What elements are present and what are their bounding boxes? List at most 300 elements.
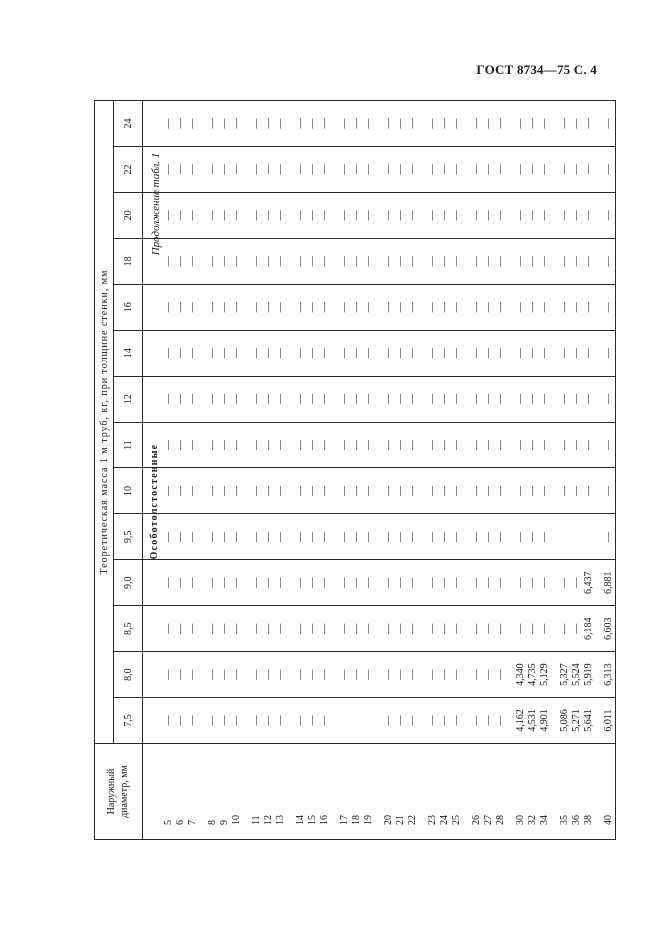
- list-item: —: [539, 348, 550, 359]
- list-item: —: [339, 440, 350, 451]
- list-item: —: [571, 440, 582, 451]
- list-item: —: [307, 669, 318, 680]
- list-item: —: [527, 256, 538, 267]
- list-item: —: [395, 394, 406, 405]
- list-item: —: [439, 118, 450, 129]
- list-item: —: [363, 531, 374, 542]
- list-item: —: [219, 577, 230, 588]
- list-item: —: [395, 531, 406, 542]
- list-item: —: [351, 531, 362, 542]
- list-item: —: [603, 485, 614, 496]
- list-item: 15: [307, 815, 318, 825]
- list-item: 10: [231, 815, 242, 825]
- list-item: 34: [539, 815, 550, 825]
- list-item: —: [351, 164, 362, 175]
- list-item: [363, 698, 375, 743]
- list-item: —: [307, 256, 318, 267]
- list-item: —: [231, 164, 242, 175]
- list-item: —: [307, 715, 318, 726]
- list-item: —: [539, 256, 550, 267]
- list-item: —: [251, 164, 262, 175]
- list-item: —: [471, 118, 482, 129]
- list-item: —: [163, 118, 174, 129]
- list-item: —: [307, 577, 318, 588]
- list-item: —: [319, 394, 330, 405]
- list-item: —: [407, 256, 418, 267]
- thickness-header: 9,0: [114, 560, 143, 606]
- list-item: —: [219, 210, 230, 221]
- list-item: —: [339, 669, 350, 680]
- list-item: —: [351, 577, 362, 588]
- value-list: [163, 423, 615, 468]
- list-item: —: [307, 302, 318, 313]
- list-item: 11: [251, 815, 262, 825]
- list-item: —: [559, 394, 570, 405]
- list-item: —: [363, 440, 374, 451]
- list-item: —: [295, 256, 306, 267]
- list-item: —: [471, 256, 482, 267]
- list-item: —: [495, 210, 506, 221]
- list-item: 23: [427, 815, 438, 825]
- list-item: —: [187, 531, 198, 542]
- list-item: —: [231, 440, 242, 451]
- list-item: —: [231, 485, 242, 496]
- list-item: —: [163, 623, 174, 634]
- value-list: [163, 239, 615, 284]
- list-item: —: [603, 440, 614, 451]
- list-item: —: [483, 531, 494, 542]
- list-item: —: [407, 577, 418, 588]
- list-item: —: [539, 118, 550, 129]
- list-item: [339, 698, 351, 743]
- list-item: —: [175, 348, 186, 359]
- list-item: 5,271: [571, 709, 582, 732]
- thickness-header: 22: [114, 147, 143, 193]
- list-item: —: [275, 440, 286, 451]
- list-item: —: [319, 348, 330, 359]
- thickness-header: 12: [114, 376, 143, 422]
- list-item: —: [319, 210, 330, 221]
- value-list: [163, 698, 615, 743]
- list-item: —: [339, 210, 350, 221]
- list-item: —: [439, 302, 450, 313]
- list-item: —: [427, 440, 438, 451]
- list-item: —: [251, 623, 262, 634]
- list-item: —: [275, 348, 286, 359]
- list-item: —: [175, 485, 186, 496]
- list-item: —: [275, 623, 286, 634]
- thickness-header: 7,5: [114, 698, 143, 744]
- value-column-3: [143, 560, 616, 606]
- list-item: —: [187, 669, 198, 680]
- list-item: —: [251, 669, 262, 680]
- list-item: 14: [295, 815, 306, 825]
- list-item: 5,129: [539, 663, 550, 686]
- list-item: —: [231, 348, 242, 359]
- list-item: —: [187, 256, 198, 267]
- list-item: —: [251, 118, 262, 129]
- list-item: —: [187, 164, 198, 175]
- list-item: —: [583, 210, 594, 221]
- list-item: —: [407, 118, 418, 129]
- list-item: —: [319, 164, 330, 175]
- list-item: —: [471, 394, 482, 405]
- list-item: —: [231, 623, 242, 634]
- list-item: —: [427, 118, 438, 129]
- list-item: —: [307, 118, 318, 129]
- list-item: 12: [263, 815, 274, 825]
- list-item: 6,881: [603, 571, 614, 595]
- list-item: —: [363, 118, 374, 129]
- list-item: 21: [395, 815, 406, 825]
- list-item: —: [483, 577, 494, 588]
- list-item: —: [483, 623, 494, 634]
- list-item: —: [571, 302, 582, 313]
- list-item: —: [175, 577, 186, 588]
- list-item: —: [527, 164, 538, 175]
- list-item: —: [395, 164, 406, 175]
- list-item: 32: [527, 815, 538, 825]
- list-item: —: [559, 623, 570, 634]
- list-item: —: [163, 164, 174, 175]
- list-item: —: [219, 118, 230, 129]
- list-item: —: [495, 440, 506, 451]
- list-item: —: [275, 164, 286, 175]
- list-item: —: [483, 394, 494, 405]
- list-item: —: [219, 348, 230, 359]
- continuation-label: Продолжение табл. 1: [150, 152, 162, 256]
- thickness-header: 20: [114, 192, 143, 238]
- list-item: —: [307, 210, 318, 221]
- list-item: —: [295, 669, 306, 680]
- list-item: —: [559, 164, 570, 175]
- list-item: —: [515, 302, 526, 313]
- list-item: —: [515, 531, 526, 542]
- list-item: —: [515, 348, 526, 359]
- value-list: [163, 377, 615, 422]
- list-item: —: [263, 485, 274, 496]
- list-item: —: [471, 669, 482, 680]
- list-item: —: [207, 440, 218, 451]
- list-item: —: [219, 715, 230, 726]
- list-item: —: [363, 256, 374, 267]
- thickness-header: 10: [114, 468, 143, 514]
- list-item: —: [539, 623, 550, 634]
- list-item: —: [395, 256, 406, 267]
- list-item: —: [571, 118, 582, 129]
- list-item: —: [219, 623, 230, 634]
- list-item: —: [363, 669, 374, 680]
- list-item: —: [603, 210, 614, 221]
- list-item: —: [339, 118, 350, 129]
- list-item: —: [295, 210, 306, 221]
- section-title: Особотолстостенные: [149, 443, 160, 560]
- list-item: —: [187, 577, 198, 588]
- list-item: —: [175, 623, 186, 634]
- list-item: —: [383, 577, 394, 588]
- value-list: [163, 147, 615, 192]
- list-item: —: [339, 256, 350, 267]
- list-item: —: [471, 210, 482, 221]
- list-item: —: [603, 164, 614, 175]
- list-item: —: [395, 715, 406, 726]
- list-item: —: [175, 164, 186, 175]
- list-item: —: [527, 531, 538, 542]
- list-item: —: [483, 715, 494, 726]
- list-item: —: [451, 302, 462, 313]
- list-item: —: [495, 348, 506, 359]
- list-item: —: [207, 302, 218, 313]
- list-item: 20: [383, 815, 394, 825]
- list-item: —: [207, 256, 218, 267]
- list-item: —: [351, 669, 362, 680]
- list-item: 18: [351, 815, 362, 825]
- list-item: —: [483, 164, 494, 175]
- list-item: —: [295, 577, 306, 588]
- list-item: —: [603, 348, 614, 359]
- list-item: —: [163, 348, 174, 359]
- list-item: —: [451, 485, 462, 496]
- list-item: —: [339, 348, 350, 359]
- list-item: —: [439, 623, 450, 634]
- list-item: —: [175, 531, 186, 542]
- list-item: —: [175, 256, 186, 267]
- list-item: —: [395, 669, 406, 680]
- list-item: —: [307, 623, 318, 634]
- list-item: —: [383, 394, 394, 405]
- list-item: —: [483, 302, 494, 313]
- list-item: —: [559, 577, 570, 588]
- list-item: —: [471, 440, 482, 451]
- list-item: —: [295, 485, 306, 496]
- list-item: —: [439, 210, 450, 221]
- list-item: —: [471, 485, 482, 496]
- list-item: —: [295, 118, 306, 129]
- list-item: —: [395, 348, 406, 359]
- list-item: —: [207, 164, 218, 175]
- list-item: 28: [495, 815, 506, 825]
- value-list: [163, 331, 615, 376]
- list-item: —: [515, 394, 526, 405]
- list-item: —: [163, 440, 174, 451]
- list-item: —: [175, 302, 186, 313]
- list-item: [583, 514, 595, 559]
- list-item: —: [307, 164, 318, 175]
- list-item: —: [427, 577, 438, 588]
- list-item: 6: [175, 820, 186, 825]
- diameter-header-line-2: диаметр, мм: [118, 765, 130, 818]
- list-item: [351, 698, 363, 743]
- thickness-header: 9,5: [114, 514, 143, 560]
- list-item: 6,313: [603, 663, 614, 686]
- list-item: —: [351, 485, 362, 496]
- list-item: —: [231, 577, 242, 588]
- list-item: —: [583, 118, 594, 129]
- list-item: —: [439, 485, 450, 496]
- list-item: —: [251, 348, 262, 359]
- list-item: —: [319, 256, 330, 267]
- list-item: —: [515, 623, 526, 634]
- value-list: [163, 468, 615, 513]
- list-item: —: [383, 669, 394, 680]
- list-item: —: [351, 394, 362, 405]
- list-item: —: [603, 394, 614, 405]
- list-item: —: [471, 348, 482, 359]
- list-item: —: [319, 715, 330, 726]
- list-item: —: [307, 348, 318, 359]
- thickness-header: 24: [114, 101, 143, 147]
- list-item: —: [451, 623, 462, 634]
- value-column-13: [143, 101, 616, 147]
- list-item: —: [163, 302, 174, 313]
- list-item: —: [207, 485, 218, 496]
- list-item: —: [495, 577, 506, 588]
- list-item: —: [263, 210, 274, 221]
- list-item: —: [187, 302, 198, 313]
- value-column-4: [143, 443, 616, 560]
- list-item: —: [427, 210, 438, 221]
- list-item: —: [319, 118, 330, 129]
- thickness-header-row: [114, 101, 143, 840]
- list-item: —: [207, 210, 218, 221]
- list-item: —: [527, 485, 538, 496]
- list-item: —: [527, 623, 538, 634]
- list-item: —: [583, 394, 594, 405]
- list-item: —: [427, 715, 438, 726]
- list-item: —: [451, 394, 462, 405]
- list-item: —: [539, 577, 550, 588]
- list-item: —: [483, 348, 494, 359]
- value-column-11: [143, 192, 616, 238]
- list-item: —: [583, 302, 594, 313]
- list-item: —: [495, 256, 506, 267]
- list-item: —: [495, 118, 506, 129]
- list-item: —: [187, 348, 198, 359]
- list-item: —: [207, 348, 218, 359]
- list-item: —: [583, 485, 594, 496]
- list-item: [559, 514, 571, 559]
- list-item: —: [295, 531, 306, 542]
- value-column-12: [143, 147, 616, 193]
- list-item: —: [483, 485, 494, 496]
- list-item: —: [263, 577, 274, 588]
- list-item: —: [559, 302, 570, 313]
- list-item: —: [231, 210, 242, 221]
- list-item: 36: [571, 815, 582, 825]
- list-item: —: [495, 485, 506, 496]
- list-item: —: [583, 440, 594, 451]
- list-item: 8: [207, 820, 218, 825]
- list-item: —: [515, 577, 526, 588]
- list-item: —: [539, 531, 550, 542]
- list-item: —: [351, 118, 362, 129]
- document-header: ГОСТ 8734—75 С. 4: [476, 62, 597, 77]
- list-item: —: [275, 210, 286, 221]
- list-item: —: [427, 164, 438, 175]
- list-item: 5,086: [559, 709, 570, 732]
- list-item: —: [559, 348, 570, 359]
- list-item: —: [495, 715, 506, 726]
- list-item: —: [231, 256, 242, 267]
- list-item: —: [263, 256, 274, 267]
- list-item: —: [295, 164, 306, 175]
- list-item: —: [251, 256, 262, 267]
- list-item: —: [383, 118, 394, 129]
- list-item: —: [219, 302, 230, 313]
- list-item: —: [187, 485, 198, 496]
- list-item: —: [295, 623, 306, 634]
- list-item: —: [351, 623, 362, 634]
- value-list: [163, 193, 615, 238]
- list-item: —: [175, 440, 186, 451]
- list-item: —: [251, 715, 262, 726]
- list-item: —: [175, 715, 186, 726]
- list-item: —: [275, 715, 286, 726]
- list-item: —: [471, 164, 482, 175]
- list-item: —: [339, 577, 350, 588]
- list-item: 27: [483, 815, 494, 825]
- list-item: —: [515, 118, 526, 129]
- list-item: —: [527, 577, 538, 588]
- list-item: —: [219, 256, 230, 267]
- list-item: —: [263, 440, 274, 451]
- list-item: —: [263, 531, 274, 542]
- list-item: —: [207, 394, 218, 405]
- list-item: —: [471, 715, 482, 726]
- value-column-7: [143, 376, 616, 422]
- list-item: —: [163, 531, 174, 542]
- list-item: 4,735: [527, 663, 538, 686]
- list-item: —: [527, 118, 538, 129]
- list-item: —: [559, 256, 570, 267]
- list-item: —: [407, 440, 418, 451]
- value-column-8: [143, 330, 616, 376]
- list-item: 19: [363, 815, 374, 825]
- list-item: —: [383, 440, 394, 451]
- list-item: —: [407, 164, 418, 175]
- list-item: —: [231, 394, 242, 405]
- list-item: —: [187, 715, 198, 726]
- list-item: —: [263, 348, 274, 359]
- list-item: —: [319, 623, 330, 634]
- list-item: 13: [275, 815, 286, 825]
- list-item: —: [363, 210, 374, 221]
- list-item: —: [163, 577, 174, 588]
- list-item: 5: [163, 820, 174, 825]
- list-item: —: [263, 669, 274, 680]
- list-item: —: [251, 394, 262, 405]
- list-item: —: [363, 577, 374, 588]
- list-item: —: [539, 302, 550, 313]
- list-item: —: [339, 394, 350, 405]
- list-item: 5,919: [583, 663, 594, 686]
- list-item: —: [219, 485, 230, 496]
- list-item: —: [527, 440, 538, 451]
- list-item: —: [319, 302, 330, 313]
- list-item: —: [407, 531, 418, 542]
- list-item: —: [295, 440, 306, 451]
- list-item: —: [231, 302, 242, 313]
- list-item: —: [483, 440, 494, 451]
- list-item: —: [439, 256, 450, 267]
- value-list: [163, 560, 615, 605]
- list-item: —: [451, 348, 462, 359]
- list-item: —: [483, 118, 494, 129]
- list-item: —: [175, 118, 186, 129]
- list-item: —: [571, 210, 582, 221]
- list-item: 5,524: [571, 663, 582, 686]
- list-item: —: [187, 440, 198, 451]
